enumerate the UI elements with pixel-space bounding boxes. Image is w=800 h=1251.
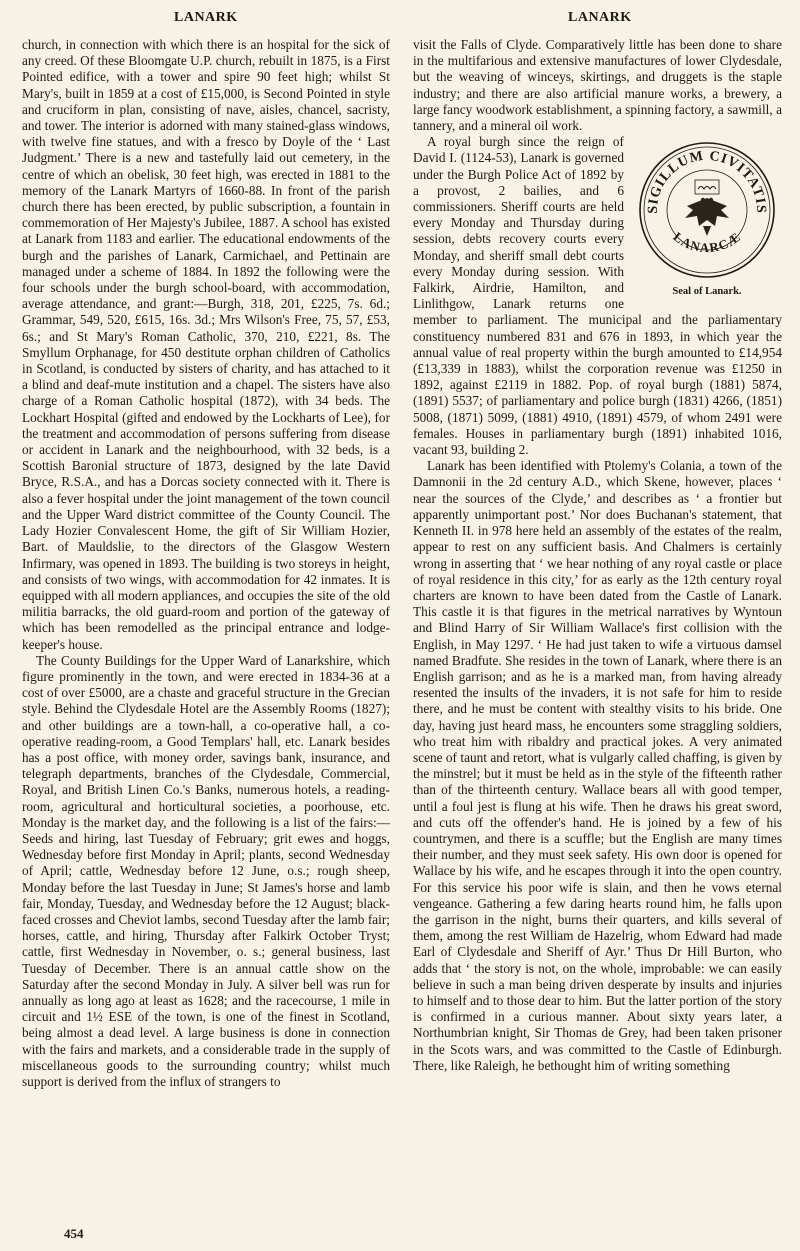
right-paragraph-2: A royal burgh since the reign of David I. (1124-53), Lanark is governed under the Burgh Police Act of 1892 by a provost, 2 bailies, and 6 commissioners. Sheriff courts are held every Monday and Thursday during session, debts recovery courts every Monday, and sheriff small debt courts every Monday during session. With Falkirk, Airdrie, Hamilton, and Linlithgow, Lanark returns one member to parliament. The municipal and the parliamentary constituency numbered 831 and 676 in 1893, in which year the annual value of real property within the burgh amounted to £14,954 (£13,339 in 1883), whilst the corporation revenue was £1250 in 1892, against £2119 in 1882. Pop. of royal burgh (1881) 5874, (1891) 5537; of parliamentary and police burgh (1831) 4266, (1851) 5008, (1871) 5099, (1881) 4910, (1891) 4579, of whom 2491 were females. Houses in parliamentary burgh (1891) inhabited 1016, vacant 93, building 2. [413, 134, 782, 458]
seal-legend-bottom: LANARCÆ [670, 229, 744, 256]
right-paragraph-1: visit the Falls of Clyde. Comparatively little has been done to share in the multifarious and extensive manufactures of lower Clydesdale, but the weaving of winceys, skirtings, and druggets is the staple industry; and there are also artificial manure works, a brewery, a large fancy woodwork establishment, a spinning factory, a sawmill, a tannery, and a mineral oil work. [413, 37, 782, 134]
running-head-left: LANARK [174, 10, 238, 25]
right-column [413, 37, 782, 1074]
seal-legend-top: SIGILLUM CIVITATIS [645, 149, 769, 215]
left-paragraph-2: The County Buildings for the Upper Ward of Lanarkshire, which figure prominently in the town, and were erected in 1834-36 at a cost of over £5000, are a chaste and graceful structure in the Grecian style. Behind the Clydesdale Hotel are the Assembly Rooms (1827); and other buildings are a town-hall, a co-operative hall, a co-operative reading-room, a Good Templars' hall, etc. Lanark besides has a post office, with money order, savings bank, insurance, and telegraph departments, branches of the Clydesdale, Commercial, Royal, and British Linen Co.'s Banks, numerous hotels, a reading-room, agricultural and horticultural societies, a poorhouse, etc. Monday is the market day, and the following is a list of the fairs:—Seeds and hiring, last Tuesday of February; grit ewes and hoggs, Wednesday before first Monday in April; plants, second Wednesday of April; cattle, Wednesday before 12 June, o.s.; rough sheep, Monday before the last Tuesday in June; St James's horse and lamb fair, Monday, Tuesday, and Wednesday before the 12 August; black-faced crosses and Cheviot lambs, second Tuesday after the lamb fair; horses, cattle, and hiring, Thursday after Falkirk October Tryst; cattle, first Wednesday in November, o. s.; general business, last Tuesday of December. There is an annual cattle show on the Saturday after the second Monday in July. A silver bell was run for annually as long ago at least as 1628; and the racecourse, 1 mile in circuit and 1½ ESE of the town, is one of the finest in Scotland, being almost a dead level. A large business is done in connection with the fairs and markets, and a considerable trade in the supply of miscellaneous goods to the surrounding country; whilst much support is derived from the influx of strangers to [22, 652, 390, 1089]
seal-figure [632, 140, 782, 300]
seal-eagle-icon [685, 180, 729, 236]
right-paragraph-3: Lanark has been identified with Ptolemy's Colania, a town of the Damnonii in the 2d century A.D., which Skene, however, places ‘ near the sources of the Clyde,’ and describes as ‘ a frontier but apparently unimportant post.’ Nor does Buchanan's statement, that Kenneth II. in 978 here held an assembly of the estates of the realm, appear to rest on any sufficient basis. And Chalmers is certainly wrong in asserting that ‘ we hear nothing of any royal castle or place of royal residence in this city,’ for as early as the 12th century royal charters are known to have been dated from the Castle of Lanark. This castle it is that figures in the metrical narratives by Wyntoun and Blind Harry of Sir William Wallace's first collision with the English, in May 1297. ‘ He had just taken to wife a virtuous damsel named Bradfute. She resides in the town of Lanark, where there is an English garrison; and as he is a marked man, from having already resented the insults of the invaders, it is not safe for him to reside there, and he must be content with stealthy visits to his bride. One day, having just heard mass, he encounters some straggling soldiers, who treat him with ribaldry and practical jokes. A very animated scene of taunt and retort, what is vulgarly called chaffing, is given by the minstrel; but it must be held as in the style of the fifteenth rather than of the thirteenth century. Wallace bears all with good temper, until a foul jest is flung at his wife. Then he draws his great sword, and cuts off the offender's hand. He is joined by a few of his countrymen, and there is a scuffle; but the English are many times their number, and they must seek safety. His own door is opened for Wallace by his wife, and he escapes through it into the open country. For this service his poor wife is slain, and then he vows eternal vengeance. Gathering a few daring hearts round him, he falls upon the garrison in the night, burns their quarters, and kills several of them, among the rest William de Hazelrig, whom Edward had made Earl of Clydesdale and Sheriff of Ayr.’ Thus Dr Hill Burton, who adds that ‘ the story is not, on the whole, improbable: we can easily believe in such a man being driven desperate by insults and injuries to himself and to those dear to him. But the latter portion of the story is confirmed in a curious manner. About sixty years later, a Northumbrian knight, Sir Thomas de Grey, had been taken prisoner in the Scots wars, and was committed to the Castle of Edinburgh. There, like Raleigh, he bethought him of writing something [413, 458, 782, 1073]
left-paragraph-1: church, in connection with which there is an hospital for the sick of any creed. Of these Bloomgate U.P. church, rebuilt in 1875, is a First Pointed edifice, with a tower and spire 90 feet high; whilst St Mary's, built in 1859 at a cost of £15,000, is Second Pointed in style and cruciform in plan, consisting of nave, aisles, chancel, sacristy, and tower. The interior is adorned with many stained-glass windows, with twelve fine statues, and with a fresco by Doyle of the ‘ Last Judgment.’ There is a new and tastefully laid out cemetery, in the centre of which an obelisk, 30 feet high, was erected in 1881 to the memory of the Lanark Martyrs of 1660-88. In front of the parish church there has been erected, by public subscription, a fountain in commemoration of Her Majesty's Jubilee, 1887. A school has existed at Lanark from 1183 and earlier. The educational endowments of the burgh and the parishes of Lanark, Carmichael, and Pettinain are managed under a scheme of 1884. In 1892 the following were the four schools under the burgh school-board, with accommodation, average attendance, and grant:—Burgh, 318, 201, £225, 7s. 6d.; Grammar, 549, 520, £615, 16s. 3d.; Mrs Wilson's Free, 75, 57, £53, 6s.; and St Mary's Roman Catholic, 370, 210, £221, 8s. The Smyllum Orphanage, for 450 destitute orphan children of Catholics in Scotland, is conducted by sisters of charity, and has attached to it a blind and deaf-mute institution and a chapel. The sisters have also charge of a Roman Catholic hospital (1872), with 34 beds. The Lockhart Hospital (gifted and endowed by the Lockharts of Lee), for the treatment and accommodation of persons suffering from disease or accident in Lanark and the neighbourhood, with 32 beds, is a Scottish Baronial structure of 1873, designed by the late David Bryce, R.S.A., and has a Dorcas society connected with it. There is also a fever hospital under the joint management of the town council and the Upper Ward district committee of the County Council. The Lady Hozier Convalescent Home, the gift of Sir William Hozier, Bart. of Mauldslie, to the directors of the Glasgow Western Infirmary, was opened in 1893. The building is two storeys in height, and consists of two wings, with accommodation for 42 inmates. It is equipped with all modern appliances, and occupies the site of the old militia barracks, the old guard-room and portion of the gateway of which has been remodelled as the principal entrance and lodge-keeper's house. [22, 37, 390, 652]
seal-caption: Seal of Lanark. [672, 286, 742, 298]
seal-of-lanark-image [637, 140, 777, 280]
running-head-right: LANARK [568, 10, 632, 25]
page-number: 454 [64, 1226, 84, 1241]
left-column [22, 37, 390, 1090]
